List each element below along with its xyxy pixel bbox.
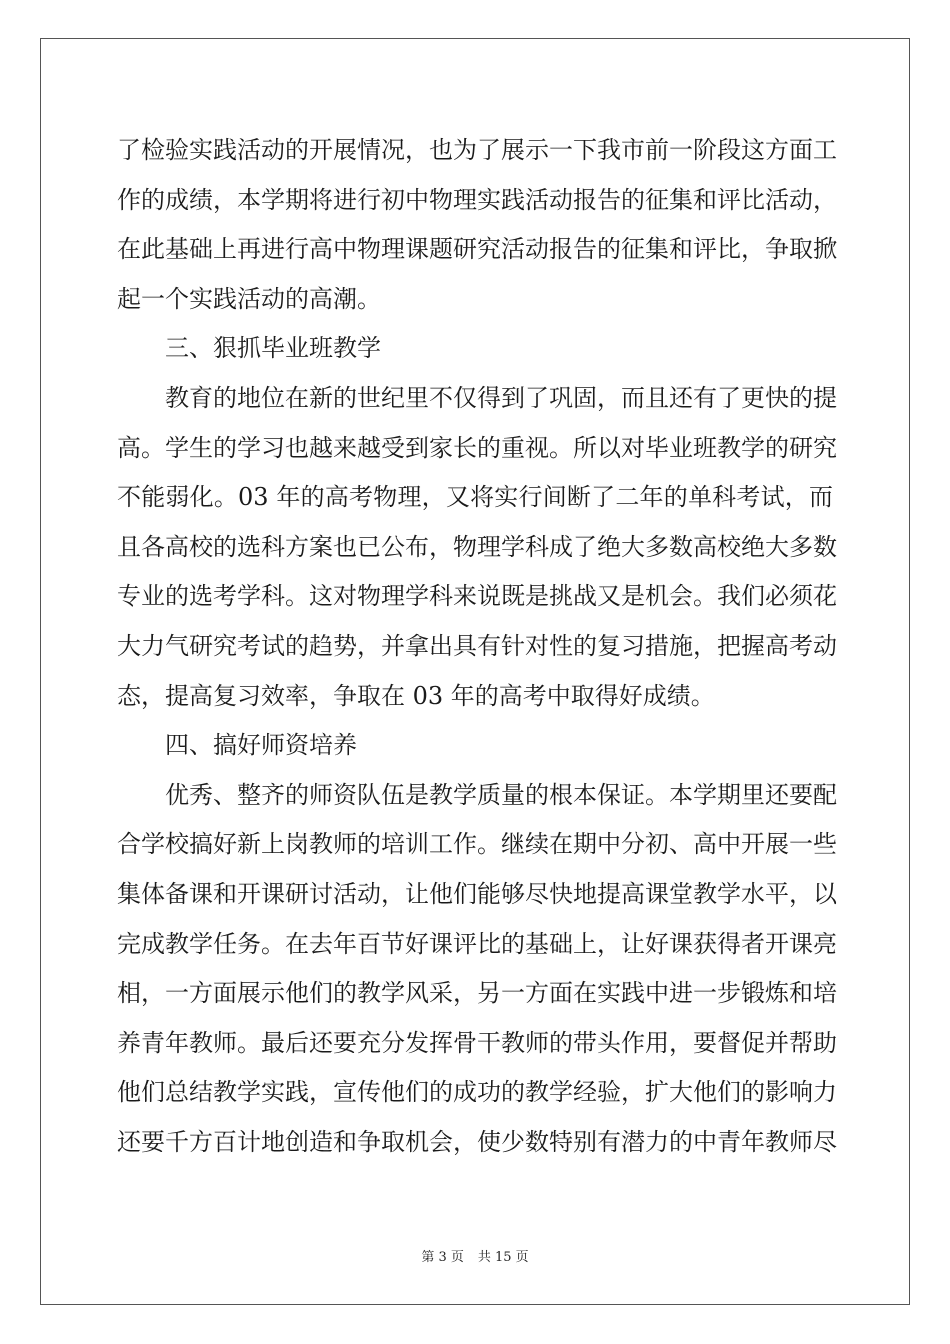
paragraph-first-line: 教育的地位在新的世纪里不仅得到了巩固，而且还有了更快的提 (165, 383, 837, 412)
document-body (117, 126, 837, 1167)
page-total: 共 15 页 (477, 1250, 529, 1265)
body-line: 态，提高复习效率，争取在 03 年的高考中取得好成绩。 (117, 681, 715, 710)
body-line: 他们总结教学实践，宣传他们的成功的教学经验，扩大他们的影响力 (117, 1078, 837, 1107)
section-heading: 三、狠抓毕业班教学 (165, 334, 381, 363)
section-heading: 四、搞好师资培养 (165, 731, 357, 760)
body-line: 作的成绩，本学期将进行初中物理实践活动报告的征集和评比活动， (117, 185, 837, 214)
page-footer (0, 1246, 950, 1265)
page-number: 第 3 页 (421, 1250, 464, 1265)
body-line: 且各高校的选科方案也已公布，物理学科成了绝大多数高校绝大多数 (117, 532, 837, 561)
body-line: 合学校搞好新上岗教师的培训工作。继续在期中分初、高中开展一些 (117, 830, 837, 859)
body-line: 起一个实践活动的高潮。 (117, 284, 381, 313)
body-line: 完成教学任务。在去年百节好课评比的基础上，让好课获得者开课亮 (117, 929, 837, 958)
body-line: 养青年教师。最后还要充分发挥骨干教师的带头作用，要督促并帮助 (117, 1028, 837, 1057)
body-line: 不能弱化。03 年的高考物理，又将实行间断了二年的单科考试，而 (117, 483, 833, 512)
body-line: 专业的选考学科。这对物理学科来说既是挑战又是机会。我们必须花 (117, 582, 837, 611)
body-line: 大力气研究考试的趋势，并拿出具有针对性的复习措施，把握高考动 (117, 631, 837, 660)
body-line: 集体备课和开课研讨活动，让他们能够尽快地提高课堂教学水平，以 (117, 879, 837, 908)
paragraph-first-line: 优秀、整齐的师资队伍是教学质量的根本保证。本学期里还要配 (165, 780, 837, 809)
body-line: 高。学生的学习也越来越受到家长的重视。所以对毕业班教学的研究 (117, 433, 837, 462)
body-line: 还要千方百计地创造和争取机会，使少数特别有潜力的中青年教师尽 (117, 1127, 837, 1156)
body-line: 了检验实践活动的开展情况，也为了展示一下我市前一阶段这方面工 (117, 136, 837, 164)
body-line: 相，一方面展示他们的教学风采，另一方面在实践中进一步锻炼和培 (117, 979, 837, 1008)
body-line: 在此基础上再进行高中物理课题研究活动报告的征集和评比，争取掀 (117, 235, 837, 264)
